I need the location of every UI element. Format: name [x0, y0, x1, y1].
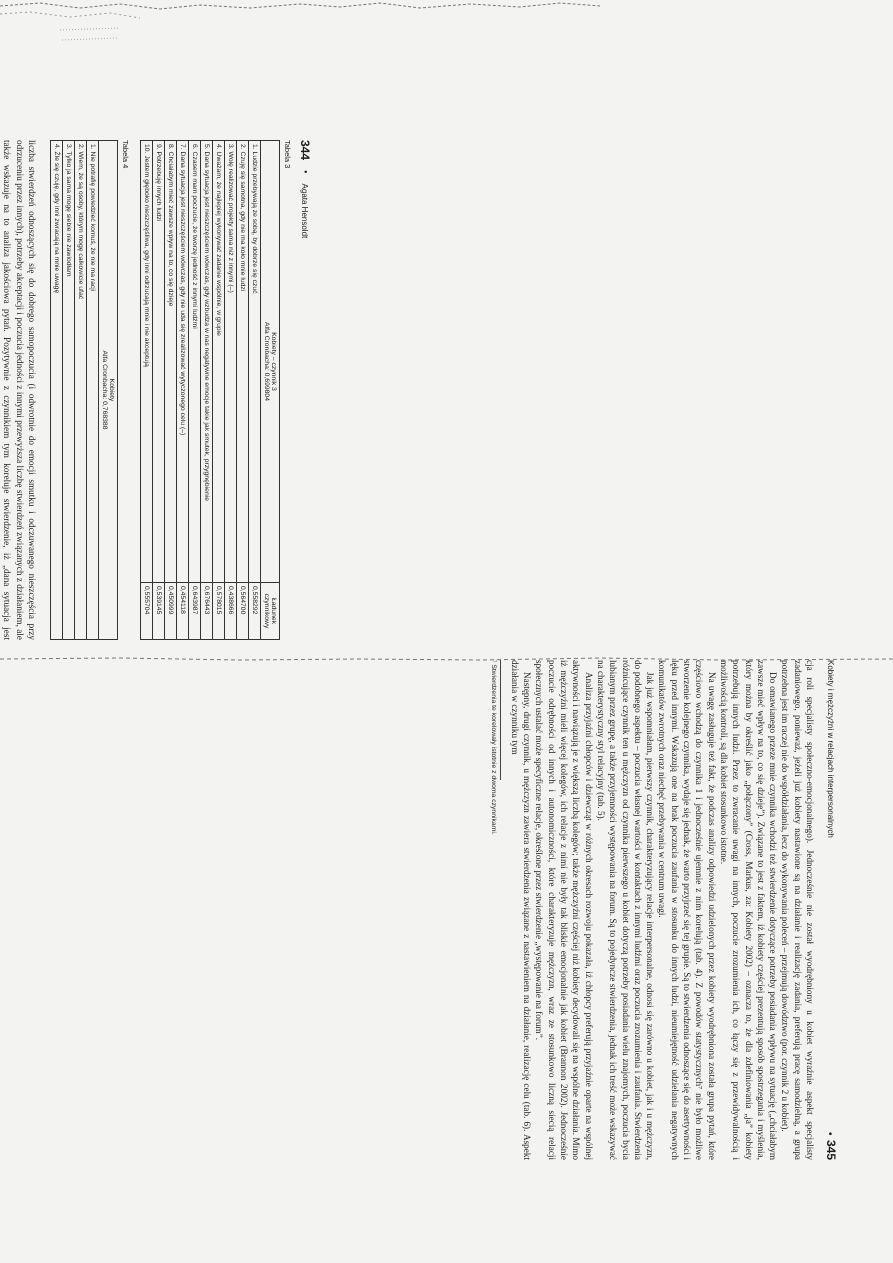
right-paragraph: Analiza przyjaźni chłopców i dziewcząt w różnych okresach rozwoju pokazała, iż chłopcy preferują przyjaźnie oparte na wspólnej aktywności i nawiązują je z większą liczbą kolegów; także mężczyźni częściej niż kobiety decydowali się na wspólne działania. Mimo iż mężczyźni mieli więcej kolegów, ich relacje z nimi nie były tak bliskie emocjonalnie jak kobiet (Brannon 2002). Jednocześnie poczucie odrębności od innych i autonomiczności, które charakteryzuje mężczyzn, wraz ze stosunkowo liczną siecią relacji społecznych ustalać może specyficzne relacje, określone przez stwierdzenie „występowanie na forum”. — [534, 660, 594, 1160]
table-row — [87, 141, 99, 640]
scan-noise-band — [0, 0, 893, 60]
table3-row-text: 7. Dana sytuacja jest nieszczęściem wówczas, gdy nie uda się zrealizować wytyczonego celu (–) — [177, 141, 189, 583]
table4 — [50, 140, 118, 640]
table-row — [249, 141, 261, 640]
table-row — [75, 141, 87, 640]
table3-row-value: 0,558292 — [249, 583, 261, 640]
right-paragraph: Na uwagę zasługuje też fakt, że podczas analizy odpowiedzi udzielonych przez kobiety wyodrębniona została grupa pytań, które częściowo wchodzą do czynnika 1 i jednocześnie ujemnie z nim korelują (tab. 4). Z powodów statystycznych⁷ nie było możliwe stworzenie kolejnego czynnika, wydaje się jednak, że warto przyjrzeć się tej grupie. Są to stwierdzenia odnoszące się do asertywności i lęku przed innymi. Wskazują one na brak poczucia zaufania w stosunku do innych ludzi, nieumiejętność udzielania negatywnych komunikatów zwrotnych oraz niechęć przebywania w centrum uwagi. — [657, 660, 717, 1160]
right-body-text — [509, 660, 816, 1160]
table-row — [51, 141, 63, 640]
table3-row-value: 0,555704 — [141, 583, 153, 640]
table3-header-alpha: Alfa Cronbacha: 0,699804 — [263, 322, 270, 401]
footnote: ⁷ Stwierdzenia te korelowały istotnie z dwoma czynnikami. — [489, 660, 497, 835]
table3-row-value: 0,564700 — [237, 583, 249, 640]
left-page — [4, 140, 312, 640]
table4-row-text: 3. Tylko ja sama mogę siebie nie zawiodłam — [63, 141, 75, 640]
right-page — [489, 660, 838, 1160]
running-title: Kobiety i mężczyźni w relacjach interpersonalnych — [826, 660, 836, 838]
table4-header-title: Kobiety — [108, 378, 115, 402]
author-name: Agata Hensoldt — [300, 183, 310, 239]
table-row — [213, 141, 225, 640]
right-paragraph: Jak już wspomniałam, pierwszy czynnik, charakteryzujący relacje interpersonalne, odnosi się zarówno u kobiet, jak i u mężczyzn, do podobnego aspektu – poczucia własnej wartości w kontaktach z innymi ludźmi oraz poczucia zrozumienia i zaufania. Stwierdzenia różnicujące czynnik ten u mężczyzn od czynnika pierwszego u kobiet dotyczą potrzeby posiadania wielu znajomych, poczucia bycia lubianym przez grupę, a także przyjemności występowania na forum. Są to pojedyncze stwierdzenia, jednak ich treść może wskazywać na charakterystyczny styl relacyjny (tab. 5). — [595, 660, 656, 1160]
left-paragraph: liczba stwierdzeń odnoszących się do dobrego samopoczucia (i odwrotnie do emocji smutku i odczuwanego nieszczęścia przy odrzuceniu przez innych), potrzeby akceptacji i poczucia jedności z innymi przewyższa liczbę stwierdzeń związanych z działaniem, ale także wskazuje na to analiza jakościowa pytań. Pozytywnie z czynnikiem tym koreluje stwierdzenie, iż „dana sytuacja jest — [2, 140, 37, 640]
table4-label: Tabela 4 — [121, 140, 130, 169]
table4-header-row — [99, 141, 118, 640]
table-row — [177, 141, 189, 640]
table4-header-cell — [99, 141, 118, 640]
table-row — [141, 141, 153, 640]
left-page-number: 344 — [298, 140, 312, 161]
table4-row-text: 4. Źle się czuję, gdy inni zwracają na mnie uwagę — [51, 141, 63, 640]
table3-row-value: 0,450999 — [165, 583, 177, 640]
table3-label: Tabela 3 — [283, 140, 292, 169]
table3-row-text: 5. Dana sytuacja jest nieszczęściem wówczas, gdy wzbudza w nas negatywne emocje takie jak smutek, przygnębienie — [201, 141, 213, 583]
table4-row-text: 2. Wiem, że są osoby, którym mogę całkowicie ufać — [75, 141, 87, 640]
table3-row-value: 0,454118 — [177, 583, 189, 640]
footnote-rule — [500, 660, 501, 780]
table4-row-text: 1. Nie potrafię powiedzieć komuś, że nie ma racji — [87, 141, 99, 640]
bullet-dot: • — [299, 170, 311, 174]
table3-row-text: 1. Ludzie przebywają ze sobą, by dobrze się czuć — [249, 141, 261, 583]
table3-row-text: 2. Czuję się samotna, gdy nie ma koło mnie ludzi — [237, 141, 249, 583]
right-paragraph: cja roli specjalisty społeczno-emocjonalnego). Jednocześnie nie został wyodrębniony u kobiet wyraźnie aspekt specjalisty zadaniowego, ponieważ, jeżeli już kobiety nastawione są na działanie i realizację zadania, preferują pracę samodzielną, a grupa potrzebna jest im raczej nie do współdziałania, lecz do wykonywania poleceń – przejmują dowództwo (por. czynnik 2 u kobiet). — [780, 660, 815, 1160]
table-row — [237, 141, 249, 640]
table3-row-text: 10. Jestem głęboko nieszczęśliwa, gdy inni odrzucają mnie i nie akceptują — [141, 141, 153, 583]
table3-row-value: 0,539145 — [153, 583, 165, 640]
table3-header-row — [261, 141, 280, 640]
table-row — [201, 141, 213, 640]
table3-row-value: 0,438666 — [225, 583, 237, 640]
left-body-text — [0, 140, 38, 640]
table-row — [165, 141, 177, 640]
table3-row-text: 9. Potrzebuję innych ludzi — [153, 141, 165, 583]
table3-row-text: 8. Chciałabym mieć zawsze wpływ na to, co się dzieje — [165, 141, 177, 583]
right-page-header — [824, 660, 838, 1160]
table4-header-alpha: Alfa Cronbacha: 0,768388 — [101, 350, 108, 430]
table3-row-value: 0,676443 — [201, 583, 213, 640]
bullet-dot: • — [824, 1132, 835, 1136]
table-row — [63, 141, 75, 640]
table3-row-text: 4. Uważam, że najlepiej wykonywać zadanie wspólnie, w grupie — [213, 141, 225, 583]
table3-row-value: 0,578015 — [213, 583, 225, 640]
table3 — [140, 140, 280, 640]
table3-row-text: 6. Czasem mam poczucie, że tworzę jedność z innymi ludźmi — [189, 141, 201, 583]
right-page-number: 345 — [824, 1139, 838, 1160]
left-page-header — [298, 140, 312, 640]
right-paragraph: Do omawianego przeze mnie czynnika wchodzi też stwierdzenie dotyczące potrzeby posiadania wpływu na sytuację („chciałabym zawsze mieć wpływ na to, co się dzieje”). Związane to jest z faktem, iż kobiety częściej prezentują sposób spostrzegania i myślenia, który można by określić jako „połączony” (Cross, Markus, za: Kobiety 2002) – oznacza to, że dla zdefiniowania „ja” kobiety potrzebują innych ludzi. Przez to zwracanie uwagi na innych, poczucie zrozumienia ich, co łączy się z przewidywalnością i możliwością kontroli, są dla kobiet stosunkowo istotne. — [718, 660, 779, 1160]
table-row — [189, 141, 201, 640]
table3-header-title: Kobiety – czynnik 3 — [270, 332, 277, 391]
table3-header-title-cell — [261, 141, 280, 583]
table-row — [153, 141, 165, 640]
right-paragraph: Następny, drugi czynnik, u mężczyzn zawiera stwierdzenia związane z nastawieniem na działanie, realizację celu (tab. 6). Aspekt działania w czynniku tym — [509, 660, 533, 1160]
table3-row-value: 0,643987 — [189, 583, 201, 640]
table3-row-text: 3. Wolę realizować projekty sama niż z innymi (–) — [225, 141, 237, 583]
table-row — [225, 141, 237, 640]
table3-header-loading: Ładunek czynnikowy — [261, 583, 280, 640]
